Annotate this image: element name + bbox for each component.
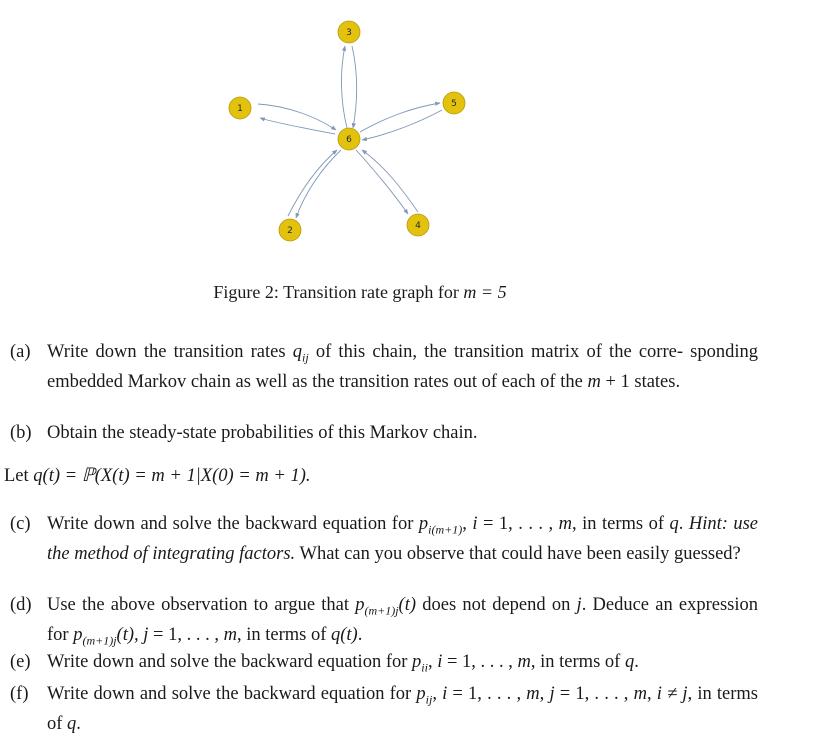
- definition-line: [4, 464, 764, 488]
- edge-6-to-2: [296, 150, 341, 218]
- math-run: q: [669, 514, 679, 534]
- node-label: 5: [451, 99, 457, 109]
- math-run: (t),: [116, 624, 144, 645]
- math-run: m: [517, 652, 531, 672]
- item-b: [10, 421, 758, 445]
- math-sub: (m+1)j: [82, 633, 117, 648]
- math-run: j: [549, 684, 555, 704]
- math-run: p: [355, 595, 365, 615]
- item-c: [10, 512, 758, 584]
- item-text: [47, 682, 758, 736]
- caption-text: Transition rate graph for: [283, 282, 459, 302]
- text-run: ,: [432, 684, 443, 704]
- math-run: m: [526, 684, 540, 704]
- node-label: 3: [346, 28, 352, 38]
- math-run: q(t) = ℙ(X(t) = m + 1|X(0) = m + 1).: [33, 466, 311, 486]
- math-run: q(t): [331, 624, 358, 645]
- text-run: ,: [539, 684, 550, 704]
- node-label: 2: [287, 226, 293, 236]
- text-run: does not depend on: [422, 595, 571, 615]
- math-run: i: [437, 652, 443, 672]
- text-run: been easily guessed?: [586, 543, 741, 564]
- math-run: i ≠ j: [656, 684, 688, 704]
- edge-4-to-6: [362, 150, 418, 212]
- text-run: .: [634, 652, 639, 672]
- math-run: m: [558, 514, 573, 534]
- graph-node-6: [338, 128, 360, 150]
- text-run: .: [357, 624, 363, 645]
- text-run: Obtain the steady-state probabilities of this Markov chain.: [47, 423, 478, 443]
- item-e: [10, 650, 758, 674]
- item-label: (e): [10, 652, 31, 672]
- text-run: = 1, . . . ,: [559, 684, 634, 704]
- text-run: .: [678, 514, 684, 534]
- math-run: m: [587, 371, 601, 392]
- math-run: j: [576, 595, 582, 615]
- text-run: = 1, . . . ,: [446, 652, 518, 672]
- text-run: ,: [462, 514, 473, 534]
- math-run: i: [442, 684, 448, 704]
- graph-node-5: [443, 92, 465, 114]
- text-run: , in terms of: [530, 652, 621, 672]
- graph-node-4: [407, 214, 429, 236]
- math-run: p: [412, 652, 422, 672]
- edge-6-to-4: [356, 150, 408, 214]
- item-f: [10, 682, 759, 734]
- text-run: = 1, . . . ,: [153, 624, 224, 645]
- graph-node-2: [279, 219, 301, 241]
- text-run: + 1 states.: [605, 371, 681, 392]
- graph-node-1: [229, 97, 251, 119]
- caption-prefix: Figure 2:: [213, 282, 279, 302]
- math-run: q: [67, 713, 77, 734]
- text-run: Write down and solve the backward equation for: [47, 684, 412, 704]
- math-sub: ij: [302, 350, 309, 365]
- math-sub: ij: [425, 692, 433, 707]
- item-text: [47, 593, 758, 652]
- math-run: p: [416, 684, 426, 704]
- text-run: sponding embedded Markov chain as well as the transition rates out of each of the: [47, 342, 758, 392]
- math-run: p: [73, 624, 83, 645]
- text-run: ,: [427, 652, 438, 672]
- item-text: [47, 421, 758, 445]
- item-text: [47, 650, 758, 680]
- item-label: (d): [10, 595, 32, 615]
- text-run: Write down and solve the backward equation for: [47, 514, 414, 534]
- text-run: an expression for: [47, 595, 759, 645]
- math-run: i: [472, 514, 478, 534]
- item-a: [10, 340, 758, 412]
- item-text: [47, 340, 758, 394]
- node-label: 6: [346, 135, 352, 145]
- hint-text: Hint: use the method of integrating factors.: [47, 514, 759, 564]
- text-run: , in terms of: [47, 684, 759, 734]
- edge-1-to-6: [258, 104, 336, 130]
- transition-rate-graph: [0, 0, 720, 270]
- edge-6-to-1: [260, 118, 335, 134]
- text-run: ,: [646, 684, 652, 704]
- text-run: Write down the transition rates: [47, 342, 286, 362]
- math-run: q: [292, 342, 302, 362]
- math-sub: (m+1)j: [364, 603, 399, 618]
- text-run: Use the above observation to argue that: [47, 595, 349, 615]
- math-run: (t): [398, 595, 417, 615]
- node-label: 4: [415, 221, 421, 231]
- text-run: of this chain, the transition matrix of the corre-: [315, 342, 683, 362]
- text-run: What can you observe that could have: [299, 543, 583, 564]
- edge-2-to-6: [288, 150, 337, 216]
- graph-node-3: [338, 21, 360, 43]
- text-run: Write down and solve the backward equation for: [47, 652, 408, 672]
- item-d: [10, 593, 759, 648]
- item-text: [47, 512, 758, 566]
- math-sub: i(m+1): [428, 522, 463, 537]
- math-run: m: [223, 624, 237, 645]
- math-run: j: [143, 624, 149, 645]
- math-run: q: [624, 652, 635, 672]
- text-run: . Deduce: [581, 595, 650, 615]
- text-run: = 1, . . . ,: [452, 684, 527, 704]
- text-run: , in terms of: [236, 624, 327, 645]
- text-run: Let: [4, 466, 29, 486]
- math-run: p: [418, 514, 429, 534]
- item-label: (f): [10, 684, 29, 704]
- edge-6-to-3: [341, 46, 347, 128]
- edge-3-to-6: [352, 46, 357, 128]
- nodes: [229, 21, 465, 241]
- item-label: (c): [10, 514, 31, 534]
- figure-caption: [0, 282, 720, 303]
- caption-math: m = 5: [463, 282, 507, 302]
- item-label: (a): [10, 342, 31, 362]
- item-label: (b): [10, 423, 32, 443]
- text-run: = 1, . . . ,: [482, 514, 559, 534]
- math-sub: ii: [421, 660, 428, 675]
- text-run: , in terms of: [572, 514, 664, 534]
- math-run: m: [633, 684, 647, 704]
- node-label: 1: [237, 104, 243, 114]
- text-run: .: [76, 713, 81, 734]
